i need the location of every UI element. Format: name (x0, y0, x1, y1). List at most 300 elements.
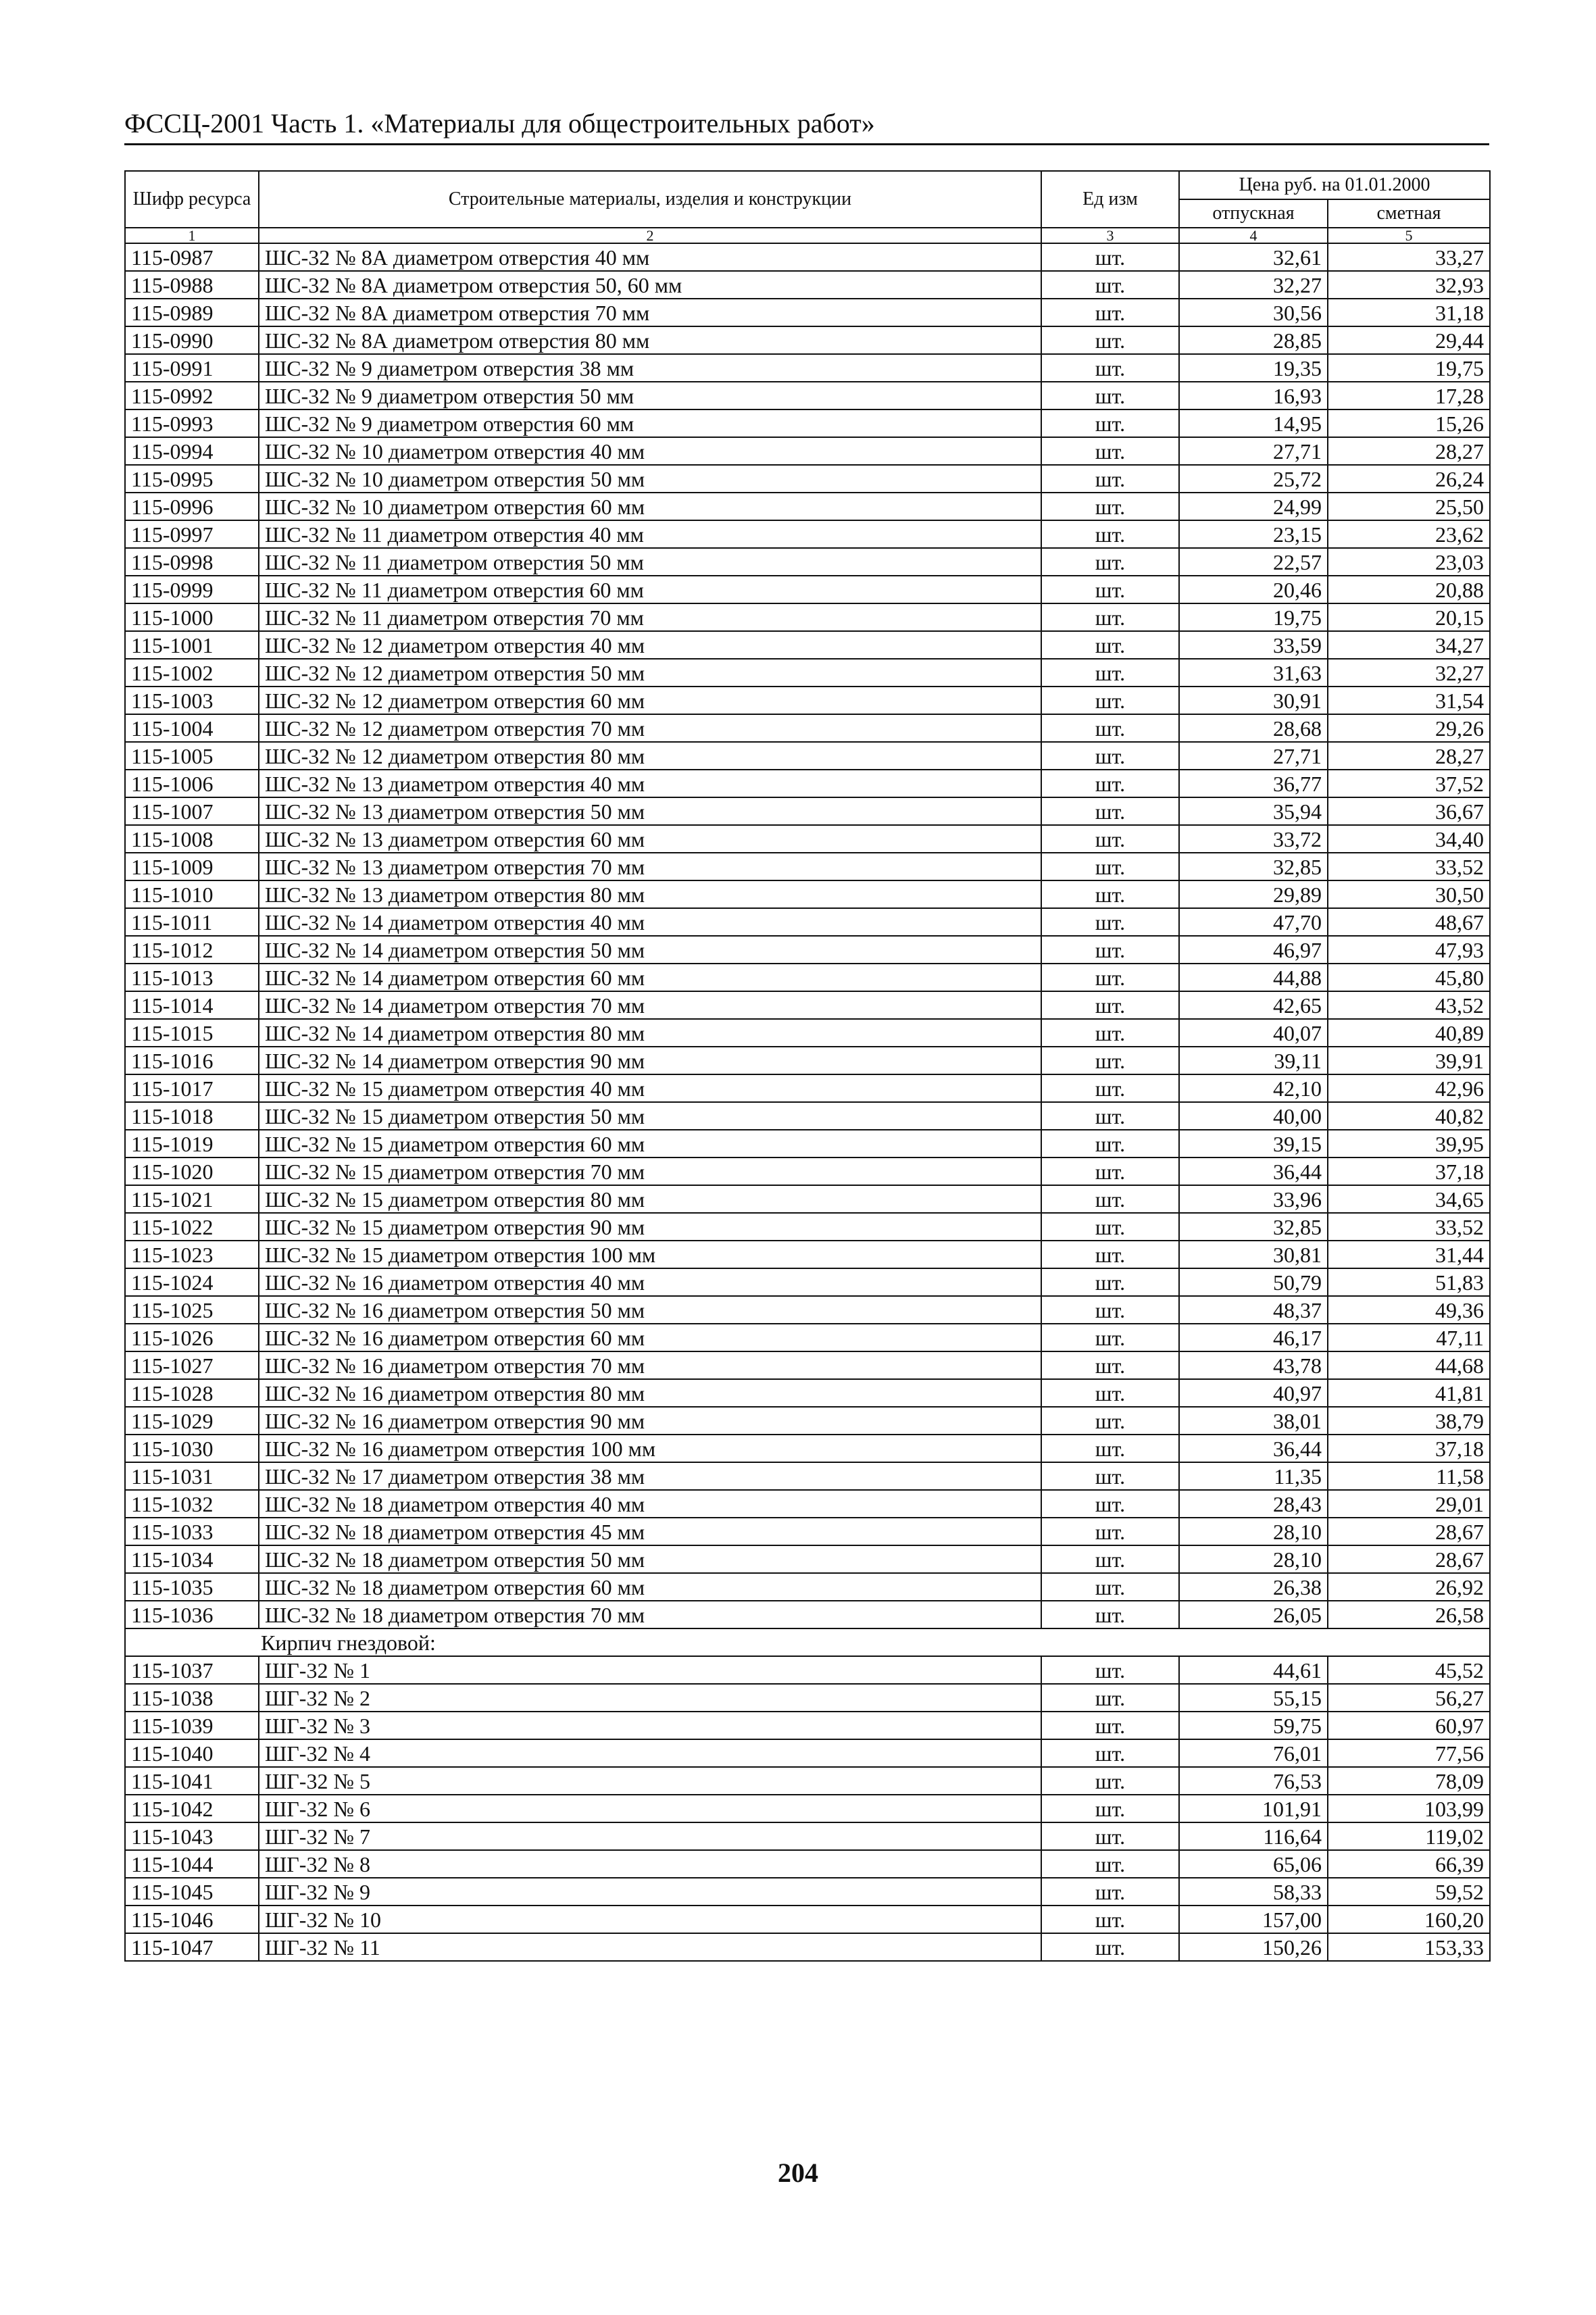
cell-unit: шт. (1041, 714, 1179, 742)
cell-name: ШС-32 № 16 диаметром отверстия 80 мм (259, 1379, 1041, 1407)
cell-unit: шт. (1041, 964, 1179, 991)
col-number: 2 (259, 228, 1041, 243)
cell-release-price: 30,91 (1179, 687, 1328, 714)
table-row (125, 742, 1490, 770)
table-body-bricks-shs (125, 243, 1490, 1628)
cell-release-price: 14,95 (1179, 409, 1328, 437)
cell-name: ШГ-32 № 1 (259, 1656, 1041, 1684)
table-row (125, 1102, 1490, 1130)
cell-name: ШС-32 № 11 диаметром отверстия 40 мм (259, 520, 1041, 548)
cell-release-price: 11,35 (1179, 1462, 1328, 1490)
table-row (125, 1490, 1490, 1518)
table-row (125, 825, 1490, 853)
col-number: 4 (1179, 228, 1328, 243)
table-row (125, 1573, 1490, 1601)
cell-release-price: 30,81 (1179, 1241, 1328, 1268)
cell-name: ШС-32 № 8А диаметром отверстия 80 мм (259, 326, 1041, 354)
cell-estimate-price: 29,26 (1328, 714, 1490, 742)
table-group (125, 1628, 1490, 1656)
cell-code: 115-1000 (125, 603, 259, 631)
cell-name: ШС-32 № 11 диаметром отверстия 60 мм (259, 576, 1041, 603)
cell-unit: шт. (1041, 1324, 1179, 1351)
cell-code: 115-0990 (125, 326, 259, 354)
cell-estimate-price: 45,52 (1328, 1656, 1490, 1684)
cell-name: ШГ-32 № 3 (259, 1712, 1041, 1739)
cell-name: ШС-32 № 8А диаметром отверстия 50, 60 мм (259, 271, 1041, 299)
cell-estimate-price: 34,27 (1328, 631, 1490, 659)
table-row (125, 576, 1490, 603)
table-row (125, 326, 1490, 354)
cell-unit: шт. (1041, 1601, 1179, 1628)
cell-unit: шт. (1041, 1185, 1179, 1213)
cell-release-price: 39,11 (1179, 1047, 1328, 1074)
cell-estimate-price: 66,39 (1328, 1850, 1490, 1878)
table-row (125, 964, 1490, 991)
table-row (125, 1850, 1490, 1878)
cell-unit: шт. (1041, 936, 1179, 964)
cell-release-price: 35,94 (1179, 797, 1328, 825)
cell-unit: шт. (1041, 1435, 1179, 1462)
cell-estimate-price: 11,58 (1328, 1462, 1490, 1490)
cell-unit: шт. (1041, 576, 1179, 603)
cell-unit: шт. (1041, 1379, 1179, 1407)
table-row (125, 354, 1490, 382)
cell-name: ШС-32 № 15 диаметром отверстия 70 мм (259, 1158, 1041, 1185)
table-row (125, 1324, 1490, 1351)
cell-name: ШС-32 № 18 диаметром отверстия 60 мм (259, 1573, 1041, 1601)
table-row (125, 1296, 1490, 1324)
table-row (125, 409, 1490, 437)
table-row (125, 1435, 1490, 1462)
cell-release-price: 43,78 (1179, 1351, 1328, 1379)
cell-name: ШС-32 № 13 диаметром отверстия 40 мм (259, 770, 1041, 797)
cell-code: 115-1032 (125, 1490, 259, 1518)
table-row (125, 603, 1490, 631)
cell-code: 115-0996 (125, 493, 259, 520)
cell-estimate-price: 30,50 (1328, 880, 1490, 908)
cell-name: ШГ-32 № 6 (259, 1795, 1041, 1822)
cell-unit: шт. (1041, 742, 1179, 770)
cell-code: 115-1040 (125, 1739, 259, 1767)
table-row (125, 1712, 1490, 1739)
cell-name: ШС-32 № 14 диаметром отверстия 40 мм (259, 908, 1041, 936)
cell-release-price: 58,33 (1179, 1878, 1328, 1906)
cell-unit: шт. (1041, 409, 1179, 437)
cell-unit: шт. (1041, 1712, 1179, 1739)
cell-estimate-price: 38,79 (1328, 1407, 1490, 1435)
cell-code: 115-1009 (125, 853, 259, 880)
cell-estimate-price: 26,24 (1328, 465, 1490, 493)
cell-name: ШГ-32 № 9 (259, 1878, 1041, 1906)
table-row (125, 1906, 1490, 1933)
table-row (125, 714, 1490, 742)
cell-unit: шт. (1041, 1933, 1179, 1961)
cell-code: 115-1034 (125, 1545, 259, 1573)
cell-estimate-price: 103,99 (1328, 1795, 1490, 1822)
cell-unit: шт. (1041, 382, 1179, 409)
cell-release-price: 28,43 (1179, 1490, 1328, 1518)
cell-unit: шт. (1041, 1573, 1179, 1601)
cell-name: ШС-32 № 18 диаметром отверстия 70 мм (259, 1601, 1041, 1628)
cell-release-price: 33,96 (1179, 1185, 1328, 1213)
cell-code: 115-1011 (125, 908, 259, 936)
cell-estimate-price: 36,67 (1328, 797, 1490, 825)
cell-estimate-price: 20,88 (1328, 576, 1490, 603)
cell-unit: шт. (1041, 1407, 1179, 1435)
cell-code: 115-1018 (125, 1102, 259, 1130)
cell-unit: шт. (1041, 908, 1179, 936)
table-row (125, 770, 1490, 797)
cell-name: ШС-32 № 9 диаметром отверстия 50 мм (259, 382, 1041, 409)
cell-name: ШС-32 № 15 диаметром отверстия 90 мм (259, 1213, 1041, 1241)
cell-code: 115-1002 (125, 659, 259, 687)
cell-code: 115-1045 (125, 1878, 259, 1906)
cell-unit: шт. (1041, 1351, 1179, 1379)
table-row (125, 1351, 1490, 1379)
cell-unit: шт. (1041, 1878, 1179, 1906)
cell-release-price: 23,15 (1179, 520, 1328, 548)
cell-code: 115-0997 (125, 520, 259, 548)
table-row (125, 1462, 1490, 1490)
cell-unit: шт. (1041, 659, 1179, 687)
cell-code: 115-1006 (125, 770, 259, 797)
cell-release-price: 40,00 (1179, 1102, 1328, 1130)
cell-name: ШС-32 № 16 диаметром отверстия 70 мм (259, 1351, 1041, 1379)
cell-estimate-price: 31,18 (1328, 299, 1490, 326)
cell-estimate-price: 23,03 (1328, 548, 1490, 576)
cell-name: ШС-32 № 9 диаметром отверстия 38 мм (259, 354, 1041, 382)
cell-release-price: 40,07 (1179, 1019, 1328, 1047)
cell-unit: шт. (1041, 853, 1179, 880)
col-header-code: Шифр ресурса (125, 171, 259, 228)
cell-estimate-price: 32,27 (1328, 659, 1490, 687)
cell-release-price: 30,56 (1179, 299, 1328, 326)
table-row (125, 631, 1490, 659)
cell-code: 115-1028 (125, 1379, 259, 1407)
col-header-name: Строительные материалы, изделия и конструкции (259, 171, 1041, 228)
table-row (125, 880, 1490, 908)
cell-estimate-price: 48,67 (1328, 908, 1490, 936)
cell-estimate-price: 43,52 (1328, 991, 1490, 1019)
cell-release-price: 44,88 (1179, 964, 1328, 991)
cell-code: 115-1016 (125, 1047, 259, 1074)
cell-code: 115-0995 (125, 465, 259, 493)
cell-unit: шт. (1041, 770, 1179, 797)
cell-unit: шт. (1041, 631, 1179, 659)
table-row (125, 493, 1490, 520)
table-row (125, 437, 1490, 465)
cell-code: 115-0993 (125, 409, 259, 437)
cell-name: ШГ-32 № 11 (259, 1933, 1041, 1961)
cell-release-price: 32,27 (1179, 271, 1328, 299)
cell-code: 115-1001 (125, 631, 259, 659)
cell-unit: шт. (1041, 243, 1179, 271)
cell-estimate-price: 39,95 (1328, 1130, 1490, 1158)
cell-code: 115-0989 (125, 299, 259, 326)
cell-name: ШС-32 № 9 диаметром отверстия 60 мм (259, 409, 1041, 437)
cell-name: ШС-32 № 14 диаметром отверстия 60 мм (259, 964, 1041, 991)
cell-release-price: 38,01 (1179, 1407, 1328, 1435)
cell-name: ШС-32 № 16 диаметром отверстия 40 мм (259, 1268, 1041, 1296)
cell-name: ШС-32 № 11 диаметром отверстия 70 мм (259, 603, 1041, 631)
cell-name: ШС-32 № 14 диаметром отверстия 80 мм (259, 1019, 1041, 1047)
cell-code: 115-0992 (125, 382, 259, 409)
cell-estimate-price: 37,18 (1328, 1435, 1490, 1462)
cell-unit: шт. (1041, 1268, 1179, 1296)
cell-unit: шт. (1041, 326, 1179, 354)
cell-estimate-price: 60,97 (1328, 1712, 1490, 1739)
cell-code: 115-1013 (125, 964, 259, 991)
cell-unit: шт. (1041, 880, 1179, 908)
table-row (125, 1795, 1490, 1822)
cell-estimate-price: 25,50 (1328, 493, 1490, 520)
cell-unit: шт. (1041, 1490, 1179, 1518)
cell-estimate-price: 28,27 (1328, 742, 1490, 770)
cell-release-price: 28,10 (1179, 1518, 1328, 1545)
cell-code: 115-0988 (125, 271, 259, 299)
group-label: Кирпич гнездовой: (125, 1628, 1490, 1656)
cell-release-price: 48,37 (1179, 1296, 1328, 1324)
cell-code: 115-1046 (125, 1906, 259, 1933)
table-row (125, 1933, 1490, 1961)
cell-code: 115-1008 (125, 825, 259, 853)
cell-unit: шт. (1041, 1739, 1179, 1767)
cell-unit: шт. (1041, 437, 1179, 465)
cell-unit: шт. (1041, 1545, 1179, 1573)
cell-name: ШС-32 № 18 диаметром отверстия 45 мм (259, 1518, 1041, 1545)
cell-code: 115-0994 (125, 437, 259, 465)
table-row (125, 1074, 1490, 1102)
table-row (125, 1739, 1490, 1767)
cell-estimate-price: 23,62 (1328, 520, 1490, 548)
price-table (124, 170, 1491, 1962)
cell-code: 115-0998 (125, 548, 259, 576)
cell-estimate-price: 28,67 (1328, 1545, 1490, 1573)
cell-name: ШС-32 № 8А диаметром отверстия 40 мм (259, 243, 1041, 271)
cell-unit: шт. (1041, 271, 1179, 299)
cell-name: ШС-32 № 15 диаметром отверстия 40 мм (259, 1074, 1041, 1102)
table-row (125, 1241, 1490, 1268)
table-row (125, 853, 1490, 880)
cell-unit: шт. (1041, 1906, 1179, 1933)
cell-unit: шт. (1041, 1296, 1179, 1324)
cell-name: ШС-32 № 10 диаметром отверстия 60 мм (259, 493, 1041, 520)
cell-estimate-price: 160,20 (1328, 1906, 1490, 1933)
cell-code: 115-1019 (125, 1130, 259, 1158)
cell-release-price: 101,91 (1179, 1795, 1328, 1822)
cell-estimate-price: 26,58 (1328, 1601, 1490, 1628)
table-row (125, 1822, 1490, 1850)
table-row (125, 1019, 1490, 1047)
cell-estimate-price: 29,44 (1328, 326, 1490, 354)
cell-unit: шт. (1041, 1684, 1179, 1712)
cell-release-price: 42,65 (1179, 991, 1328, 1019)
cell-estimate-price: 153,33 (1328, 1933, 1490, 1961)
col-header-release-price: отпускная (1179, 199, 1328, 228)
cell-code: 115-1015 (125, 1019, 259, 1047)
cell-code: 115-0991 (125, 354, 259, 382)
table-row (125, 1767, 1490, 1795)
cell-name: ШС-32 № 16 диаметром отверстия 100 мм (259, 1435, 1041, 1462)
table-row (125, 382, 1490, 409)
table-row (125, 1407, 1490, 1435)
cell-unit: шт. (1041, 1795, 1179, 1822)
cell-release-price: 47,70 (1179, 908, 1328, 936)
cell-estimate-price: 119,02 (1328, 1822, 1490, 1850)
cell-code: 115-1026 (125, 1324, 259, 1351)
cell-release-price: 50,79 (1179, 1268, 1328, 1296)
cell-estimate-price: 41,81 (1328, 1379, 1490, 1407)
cell-estimate-price: 31,54 (1328, 687, 1490, 714)
cell-estimate-price: 33,52 (1328, 853, 1490, 880)
table-row (125, 936, 1490, 964)
cell-unit: шт. (1041, 1850, 1179, 1878)
cell-code: 115-1004 (125, 714, 259, 742)
cell-estimate-price: 49,36 (1328, 1296, 1490, 1324)
cell-unit: шт. (1041, 493, 1179, 520)
table-row (125, 1158, 1490, 1185)
cell-name: ШС-32 № 17 диаметром отверстия 38 мм (259, 1462, 1041, 1490)
cell-estimate-price: 29,01 (1328, 1490, 1490, 1518)
table-row (125, 1130, 1490, 1158)
cell-estimate-price: 28,67 (1328, 1518, 1490, 1545)
cell-unit: шт. (1041, 520, 1179, 548)
table-row (125, 243, 1490, 271)
cell-unit: шт. (1041, 299, 1179, 326)
cell-release-price: 32,85 (1179, 1213, 1328, 1241)
table-row (125, 659, 1490, 687)
cell-code: 115-1035 (125, 1573, 259, 1601)
cell-unit: шт. (1041, 548, 1179, 576)
cell-code: 115-1037 (125, 1656, 259, 1684)
cell-estimate-price: 44,68 (1328, 1351, 1490, 1379)
cell-name: ШС-32 № 11 диаметром отверстия 50 мм (259, 548, 1041, 576)
cell-code: 115-1010 (125, 880, 259, 908)
cell-release-price: 33,59 (1179, 631, 1328, 659)
cell-release-price: 76,53 (1179, 1767, 1328, 1795)
table-row (125, 1047, 1490, 1074)
col-number: 5 (1328, 228, 1490, 243)
table-header (125, 171, 1490, 243)
cell-release-price: 19,75 (1179, 603, 1328, 631)
cell-estimate-price: 47,11 (1328, 1324, 1490, 1351)
cell-estimate-price: 77,56 (1328, 1739, 1490, 1767)
cell-name: ШС-32 № 12 диаметром отверстия 40 мм (259, 631, 1041, 659)
cell-name: ШС-32 № 16 диаметром отверстия 90 мм (259, 1407, 1041, 1435)
cell-release-price: 20,46 (1179, 576, 1328, 603)
cell-code: 115-1021 (125, 1185, 259, 1213)
cell-code: 115-1027 (125, 1351, 259, 1379)
table-row (125, 1213, 1490, 1241)
cell-code: 115-1029 (125, 1407, 259, 1435)
cell-unit: шт. (1041, 1213, 1179, 1241)
cell-name: ШС-32 № 13 диаметром отверстия 60 мм (259, 825, 1041, 853)
cell-code: 115-1025 (125, 1296, 259, 1324)
cell-estimate-price: 32,93 (1328, 271, 1490, 299)
cell-estimate-price: 47,93 (1328, 936, 1490, 964)
cell-name: ШС-32 № 15 диаметром отверстия 60 мм (259, 1130, 1041, 1158)
cell-name: ШС-32 № 14 диаметром отверстия 90 мм (259, 1047, 1041, 1074)
cell-name: ШГ-32 № 5 (259, 1767, 1041, 1795)
cell-unit: шт. (1041, 1047, 1179, 1074)
cell-release-price: 32,85 (1179, 853, 1328, 880)
table-row (125, 1684, 1490, 1712)
cell-name: ШС-32 № 12 диаметром отверстия 80 мм (259, 742, 1041, 770)
table-row (125, 991, 1490, 1019)
table-row (125, 1518, 1490, 1545)
cell-code: 115-1024 (125, 1268, 259, 1296)
cell-estimate-price: 78,09 (1328, 1767, 1490, 1795)
table-row (125, 548, 1490, 576)
cell-code: 115-1039 (125, 1712, 259, 1739)
table-row (125, 797, 1490, 825)
cell-estimate-price: 19,75 (1328, 354, 1490, 382)
cell-release-price: 157,00 (1179, 1906, 1328, 1933)
cell-code: 115-1047 (125, 1933, 259, 1961)
cell-release-price: 76,01 (1179, 1739, 1328, 1767)
cell-unit: шт. (1041, 1518, 1179, 1545)
cell-code: 115-1014 (125, 991, 259, 1019)
cell-name: ШС-32 № 15 диаметром отверстия 50 мм (259, 1102, 1041, 1130)
cell-code: 115-1005 (125, 742, 259, 770)
cell-name: ШС-32 № 10 диаметром отверстия 50 мм (259, 465, 1041, 493)
cell-unit: шт. (1041, 354, 1179, 382)
cell-release-price: 28,85 (1179, 326, 1328, 354)
cell-code: 115-1041 (125, 1767, 259, 1795)
cell-release-price: 36,44 (1179, 1158, 1328, 1185)
cell-code: 115-1036 (125, 1601, 259, 1628)
cell-estimate-price: 34,40 (1328, 825, 1490, 853)
page-number: 204 (778, 2158, 818, 2188)
col-number: 3 (1041, 228, 1179, 243)
cell-unit: шт. (1041, 825, 1179, 853)
cell-release-price: 28,68 (1179, 714, 1328, 742)
cell-estimate-price: 15,26 (1328, 409, 1490, 437)
document-header (124, 108, 1489, 145)
cell-unit: шт. (1041, 1130, 1179, 1158)
cell-estimate-price: 42,96 (1328, 1074, 1490, 1102)
cell-release-price: 26,38 (1179, 1573, 1328, 1601)
cell-code: 115-1012 (125, 936, 259, 964)
group-row (125, 1628, 1490, 1656)
cell-code: 115-1017 (125, 1074, 259, 1102)
cell-release-price: 27,71 (1179, 437, 1328, 465)
cell-release-price: 32,61 (1179, 243, 1328, 271)
cell-estimate-price: 26,92 (1328, 1573, 1490, 1601)
cell-estimate-price: 40,82 (1328, 1102, 1490, 1130)
table-row (125, 1601, 1490, 1628)
cell-name: ШС-32 № 13 диаметром отверстия 50 мм (259, 797, 1041, 825)
cell-unit: шт. (1041, 1019, 1179, 1047)
cell-estimate-price: 40,89 (1328, 1019, 1490, 1047)
cell-name: ШС-32 № 16 диаметром отверстия 60 мм (259, 1324, 1041, 1351)
table-row (125, 1656, 1490, 1684)
cell-unit: шт. (1041, 1822, 1179, 1850)
cell-code: 115-1043 (125, 1822, 259, 1850)
cell-release-price: 24,99 (1179, 493, 1328, 520)
cell-estimate-price: 33,52 (1328, 1213, 1490, 1241)
table-row (125, 1185, 1490, 1213)
table-row (125, 271, 1490, 299)
cell-estimate-price: 37,52 (1328, 770, 1490, 797)
cell-release-price: 29,89 (1179, 880, 1328, 908)
cell-release-price: 42,10 (1179, 1074, 1328, 1102)
cell-name: ШС-32 № 13 диаметром отверстия 70 мм (259, 853, 1041, 880)
cell-code: 115-1033 (125, 1518, 259, 1545)
cell-unit: шт. (1041, 603, 1179, 631)
cell-code: 115-1003 (125, 687, 259, 714)
cell-name: ШГ-32 № 2 (259, 1684, 1041, 1712)
